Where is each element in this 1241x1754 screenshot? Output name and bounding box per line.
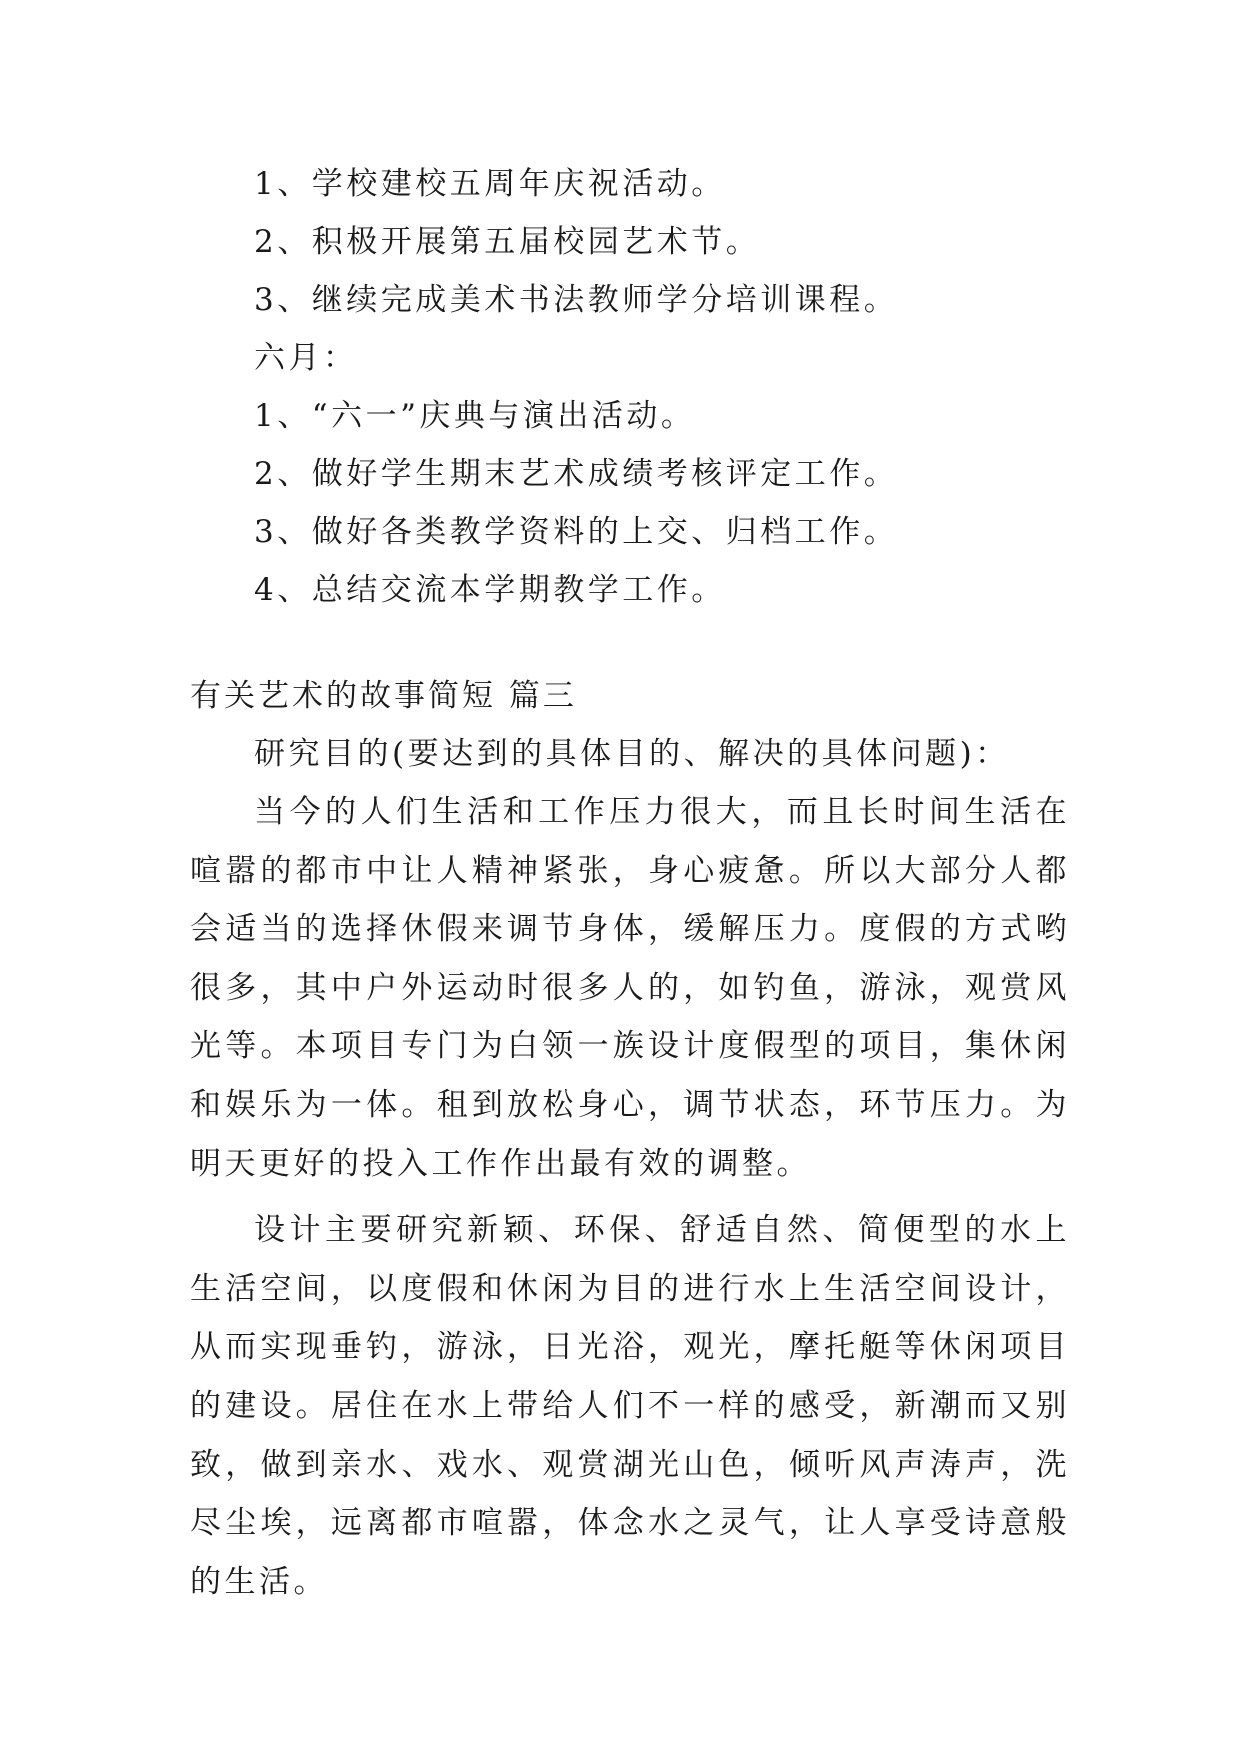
june-item-4: 4、总结交流本学期教学工作。 [254,572,726,608]
may-item-2: 2、积极开展第五届校园艺术节。 [254,224,761,260]
june-heading: 六月： [254,340,358,376]
may-item-1: 1、学校建校五周年庆祝活动。 [254,166,726,202]
article-paragraph-1: 当今的人们生活和工作压力很大，而且长时间生活在喧嚣的都市中让人精神紧张，身心疲惫。所以大部分人都会适当的选择休假来调节身体，缓解压力。度假的方式哟很多，其中户外运动时很多人的，如钓鱼，游泳，观赏风光等。本项目专门为白领一族设计度假型的项目，集休闲和娱乐为一体。租到放松身心，调节状态，环节压力。为明天更好的投入工作作出最有效的调整。 [190,794,1070,1182]
june-item-3: 3、做好各类教学资料的上交、归档工作。 [254,514,899,550]
document-body [190,155,1070,1611]
june-item-2: 2、做好学生期末艺术成绩考核评定工作。 [254,456,899,492]
article-title: 有关艺术的故事简短 篇三 [190,678,577,714]
article-paragraph-2: 设计主要研究新颖、环保、舒适自然、简便型的水上生活空间，以度假和休闲为目的进行水上生活空间设计，从而实现垂钓，游泳，日光浴，观光，摩托艇等休闲项目的建设。居住在水上带给人们不一样的感受，新潮而又别致，做到亲水、戏水、观赏湖光山色，倾听风声涛声，洗尽尘埃，远离都市喧嚣，体念水之灵气，让人享受诗意般的生活。 [190,1212,1070,1600]
may-item-3: 3、继续完成美术书法教师学分培训课程。 [254,282,899,318]
june-item-1: 1、“六一”庆典与演出活动。 [254,398,696,434]
article-subtitle: 研究目的(要达到的具体目的、解决的具体问题)： [254,736,1010,772]
